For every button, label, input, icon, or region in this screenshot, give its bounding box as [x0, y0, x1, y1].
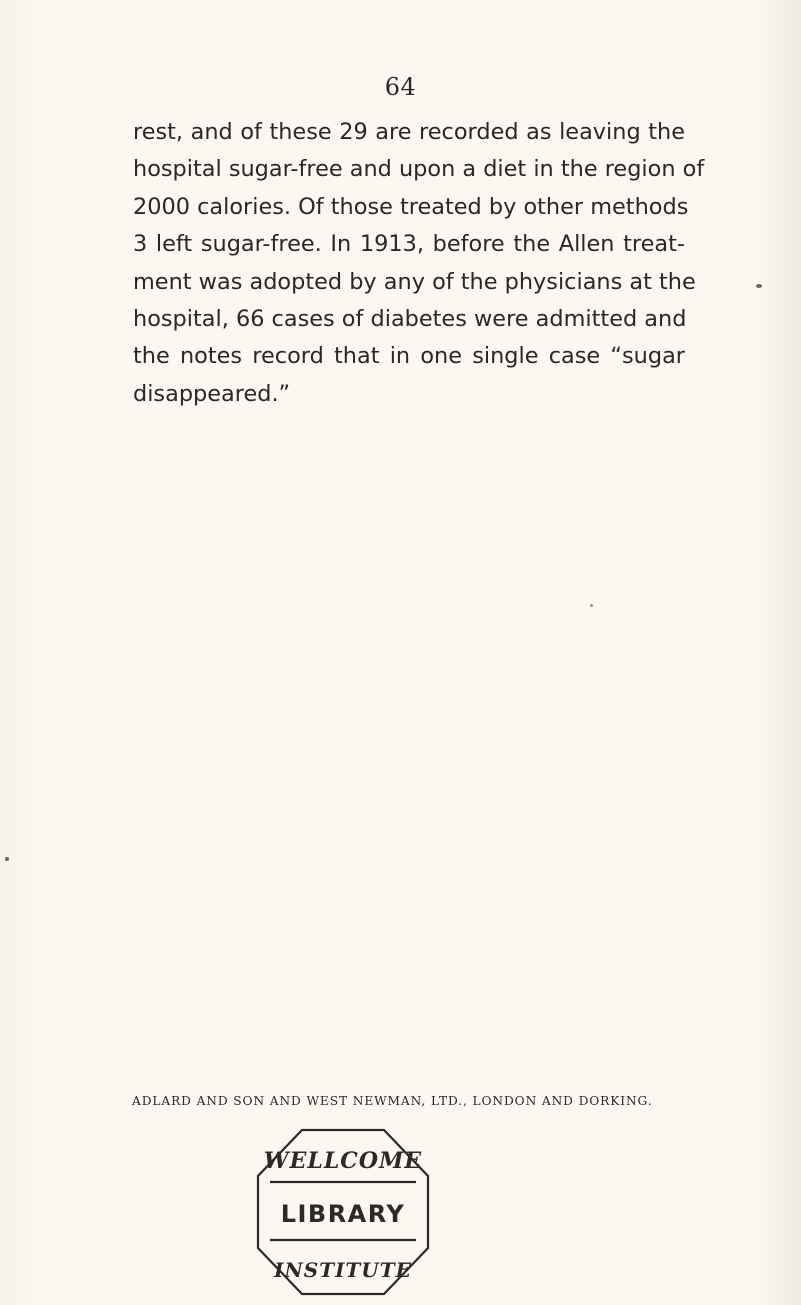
paper-speck	[5, 857, 9, 861]
text-line: rest, and of these 29 are recorded as leaving the	[133, 119, 685, 145]
stamp-graphic	[250, 1122, 436, 1300]
text-line: disappeared.”	[133, 380, 291, 407]
text-line: ment was adopted by any of the physicians at the	[133, 268, 696, 295]
printer-imprint: ADLARD AND SON AND WEST NEWMAN, LTD., LONDON AND DORKING.	[132, 1094, 653, 1108]
stamp-center-text: LIBRARY	[280, 1200, 406, 1228]
text-line: 3 left sugar-free. In 1913, before the Allen treat-	[133, 231, 685, 258]
text-line: the notes record that in one single case “sugar	[133, 343, 685, 370]
paper-speck	[590, 604, 593, 607]
paper-speck	[756, 284, 762, 288]
body-paragraph	[133, 114, 705, 413]
text-line: hospital sugar-free and upon a diet in the region of	[133, 156, 705, 183]
text-line: hospital, 66 cases of diabetes were admitted and	[133, 306, 687, 333]
library-stamp	[250, 1122, 436, 1300]
stamp-bottom-text: INSTITUTE	[274, 1258, 412, 1282]
text-line: 2000 calories. Of those treated by other methods	[133, 193, 689, 220]
stamp-top-text: WELLCOME	[263, 1148, 423, 1174]
page-number: 64	[384, 73, 417, 101]
